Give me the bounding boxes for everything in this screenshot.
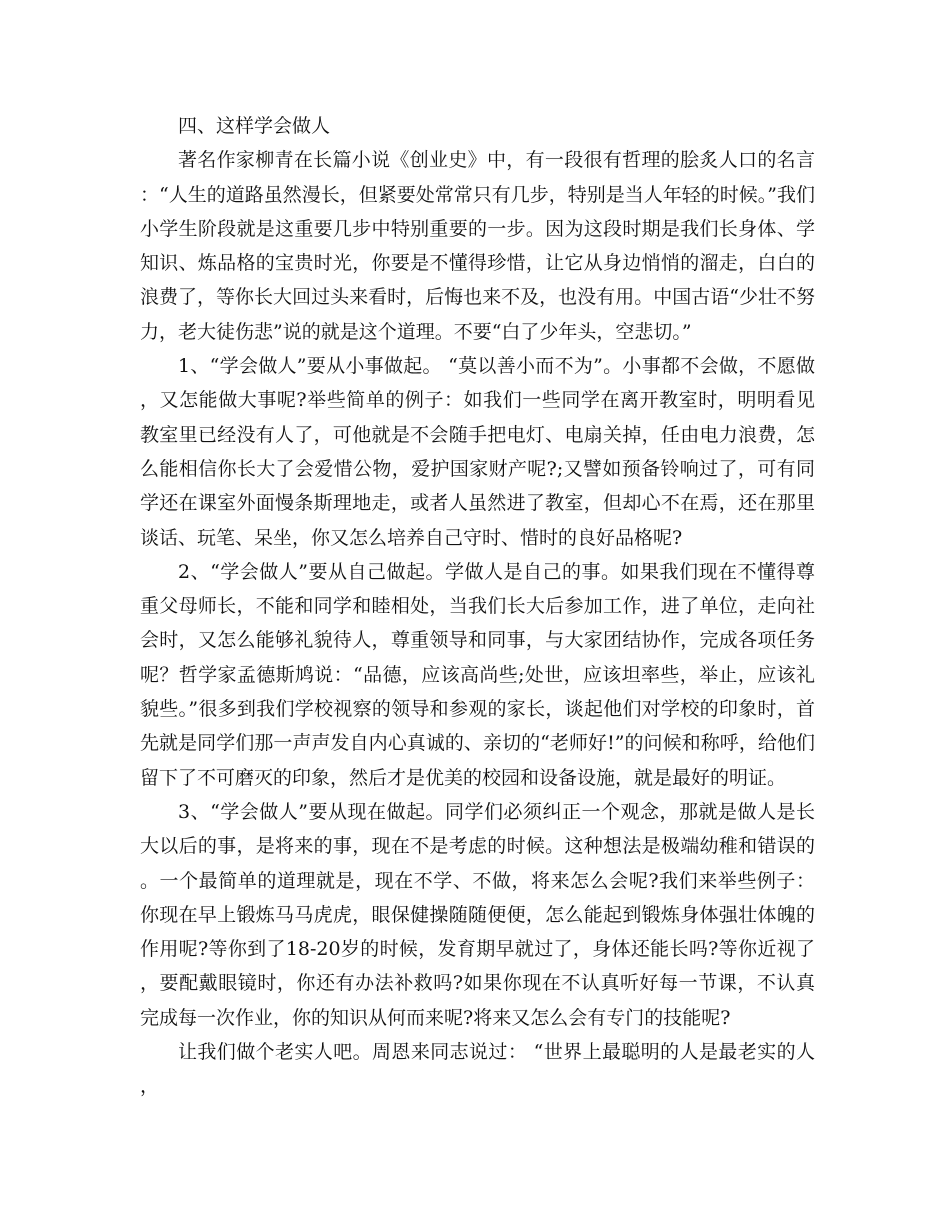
section-heading: 四、这样学会做人 [178, 115, 331, 137]
paragraph-point-2: 2、“学会做人”要从自己做起。学做人是自己的事。如果我们现在不懂得尊重父母师长，不能和同学和睦相处，当我们长大后参加工作，进了单位，走向社会时，又怎么能够礼貌待人，尊重领导和同事，与大家团结协作，完成各项任务呢？哲学家孟德斯鸠说：“品德，应该高尚些;处世，应该坦率些，举止，应该礼貌些。”很多到我们学校视察的领导和参观的家长，谈起他们对学校的印象时，首先就是同学们那一声声发自内心真诚的、亲切的“老师好!”的问候和称呼，给他们留下了不可磨灭的印象，然后才是优美的校园和设备设施，就是最好的明证。 [140, 560, 815, 789]
paragraph-point-3: 3、“学会做人”要从现在做起。同学们必须纠正一个观念，那就是做人是长大以后的事，是将来的事，现在不是考虑的时候。这种想法是极端幼稚和错误的。一个最简单的道理就是，现在不学、不做，将来怎么会呢?我们来举些例子：你现在早上锻炼马马虎虎，眼保健操随随便便，怎么能起到锻炼身体强壮体魄的作用呢?等你到了18-20岁的时候，发育期早就过了，身体还能长吗?等你近视了，要配戴眼镜时，你还有办法补救吗?如果你现在不认真听好每一节课，不认真完成每一次作业，你的知识从何而来呢?将来又怎么会有专门的技能呢? [140, 800, 815, 1029]
paragraph-point-1: 1、“学会做人”要从小事做起。 “莫以善小而不为”。小事都不会做，不愿做，又怎能做大事呢?举些简单的例子：如我们一些同学在离开教室时，明明看见教室里已经没有人了，可他就是不会随手把电灯、电扇关掉，任由电力浪费，怎么能相信你长大了会爱惜公物，爱护国家财产呢?;又譬如预备铃响过了，可有同学还在课室外面慢条斯理地走，或者人虽然进了教室，但却心不在焉，还在那里谈话、玩笔、呆坐，你又怎么培养自己守时、惜时的良好品格呢? [140, 355, 815, 549]
paragraph-intro: 著名作家柳青在长篇小说《创业史》中，有一段很有哲理的脍炙人口的名言：“人生的道路虽然漫长，但紧要处常常只有几步，特别是当人年轻的时候。”我们小学生阶段就是这重要几步中特别重要的一步。因为这段时期是我们长身体、学知识、炼品格的宝贵时光，你要是不懂得珍惜，让它从身边悄悄的溜走，白白的浪费了，等你长大回过头来看时，后悔也来不及，也没有用。中国古语“少壮不努力，老大徒伤悲”说的就是这个道理。不要“白了少年头，空悲切。” [140, 149, 815, 343]
paragraph-closing: 让我们做个老实人吧。周恩来同志说过： “世界上最聪明的人是最老实的人， [140, 1041, 815, 1098]
document-page [140, 109, 815, 1104]
